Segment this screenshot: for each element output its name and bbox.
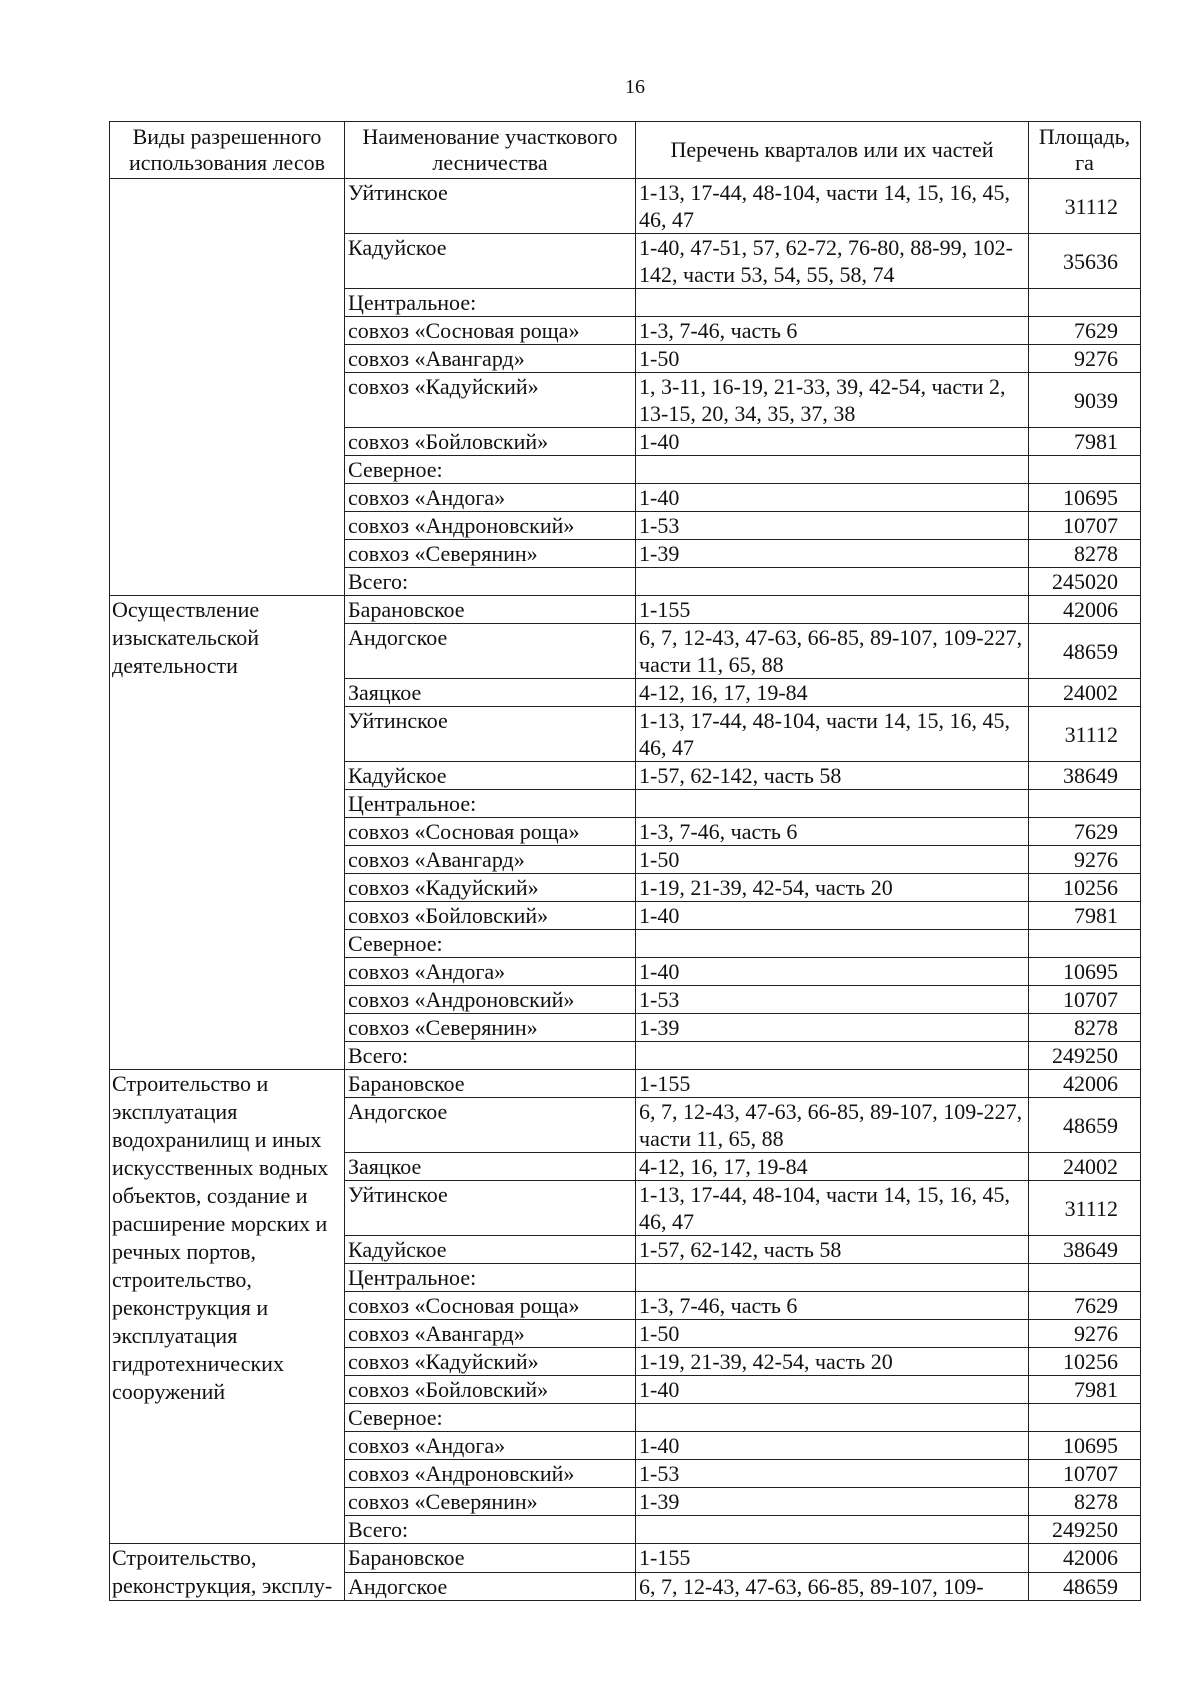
table-row xyxy=(110,1070,1141,1098)
forestry-name-cell: Кадуйское xyxy=(345,234,636,289)
area-cell: 10256 xyxy=(1029,874,1141,902)
area-cell: 245020 xyxy=(1029,568,1141,596)
quarters-cell: 1-53 xyxy=(636,512,1029,540)
quarters-cell xyxy=(636,289,1029,317)
quarters-cell: 4-12, 16, 17, 19-84 xyxy=(636,1153,1029,1181)
quarters-cell: 1-40 xyxy=(636,958,1029,986)
forestry-name-cell: Заяцкое xyxy=(345,679,636,707)
quarters-cell xyxy=(636,456,1029,484)
area-cell: 7629 xyxy=(1029,317,1141,345)
area-cell: 8278 xyxy=(1029,540,1141,568)
area-cell: 10707 xyxy=(1029,986,1141,1014)
quarters-cell: 1-155 xyxy=(636,1070,1029,1098)
header-area: Площадь, га xyxy=(1029,122,1141,179)
table-row xyxy=(110,596,1141,624)
area-cell: 7981 xyxy=(1029,1376,1141,1404)
area-cell: 8278 xyxy=(1029,1488,1141,1516)
quarters-cell: 1-40 xyxy=(636,428,1029,456)
forestry-name-cell: совхоз «Сосновая роща» xyxy=(345,1292,636,1320)
forestry-name-cell: Уйтинское xyxy=(345,707,636,762)
forestry-name-cell: Центральное: xyxy=(345,790,636,818)
area-cell: 249250 xyxy=(1029,1042,1141,1070)
area-cell: 7629 xyxy=(1029,1292,1141,1320)
forestry-name-cell: Барановское xyxy=(345,1544,636,1573)
area-cell xyxy=(1029,289,1141,317)
quarters-cell: 1-155 xyxy=(636,596,1029,624)
forestry-name-cell: Барановское xyxy=(345,1070,636,1098)
use-type-cell: Строительство, реконструкция, эксплу- xyxy=(110,1544,345,1601)
quarters-cell: 1-3, 7-46, часть 6 xyxy=(636,818,1029,846)
quarters-cell: 1-40, 47-51, 57, 62-72, 76-80, 88-99, 102-142, части 53, 54, 55, 58, 74 xyxy=(636,234,1029,289)
forestry-name-cell: совхоз «Андога» xyxy=(345,484,636,512)
forestry-name-cell: совхоз «Андроновский» xyxy=(345,986,636,1014)
quarters-cell: 4-12, 16, 17, 19-84 xyxy=(636,679,1029,707)
forestry-name-cell: совхоз «Кадуйский» xyxy=(345,373,636,428)
area-cell: 48659 xyxy=(1029,624,1141,679)
forestry-name-cell: совхоз «Бойловский» xyxy=(345,1376,636,1404)
forestry-name-cell: Всего: xyxy=(345,568,636,596)
quarters-cell: 1-53 xyxy=(636,986,1029,1014)
quarters-cell: 1-19, 21-39, 42-54, часть 20 xyxy=(636,1348,1029,1376)
quarters-cell: 1-3, 7-46, часть 6 xyxy=(636,317,1029,345)
table-row xyxy=(110,179,1141,234)
quarters-cell: 1-57, 62-142, часть 58 xyxy=(636,762,1029,790)
quarters-cell: 1-39 xyxy=(636,1014,1029,1042)
forestry-name-cell: совхоз «Северянин» xyxy=(345,1014,636,1042)
quarters-cell: 1-40 xyxy=(636,484,1029,512)
forestry-name-cell: совхоз «Бойловский» xyxy=(345,428,636,456)
forestry-name-cell: совхоз «Андроновский» xyxy=(345,1460,636,1488)
forestry-name-cell: Всего: xyxy=(345,1516,636,1544)
area-cell: 8278 xyxy=(1029,1014,1141,1042)
quarters-cell xyxy=(636,1042,1029,1070)
area-cell: 7629 xyxy=(1029,818,1141,846)
area-cell: 10707 xyxy=(1029,1460,1141,1488)
header-forestry-name: Наименование участкового лесничества xyxy=(345,122,636,179)
table-body xyxy=(110,179,1141,1601)
forestry-name-cell: Андогское xyxy=(345,1572,636,1601)
forestry-name-cell: Андогское xyxy=(345,624,636,679)
area-cell: 9039 xyxy=(1029,373,1141,428)
forestry-name-cell: Кадуйское xyxy=(345,762,636,790)
area-cell: 249250 xyxy=(1029,1516,1141,1544)
quarters-cell: 1-13, 17-44, 48-104, части 14, 15, 16, 45, 46, 47 xyxy=(636,707,1029,762)
area-cell xyxy=(1029,790,1141,818)
forestry-name-cell: совхоз «Андога» xyxy=(345,958,636,986)
forestry-name-cell: Барановское xyxy=(345,596,636,624)
page-number: 16 xyxy=(625,76,645,98)
forestry-name-cell: Уйтинское xyxy=(345,1181,636,1236)
quarters-cell: 1-39 xyxy=(636,1488,1029,1516)
quarters-cell: 1-57, 62-142, часть 58 xyxy=(636,1236,1029,1264)
forestry-name-cell: совхоз «Сосновая роща» xyxy=(345,818,636,846)
area-cell: 10707 xyxy=(1029,512,1141,540)
forestry-name-cell: совхоз «Авангард» xyxy=(345,345,636,373)
forestry-name-cell: Заяцкое xyxy=(345,1153,636,1181)
forestry-name-cell: совхоз «Андроновский» xyxy=(345,512,636,540)
area-cell: 24002 xyxy=(1029,1153,1141,1181)
area-cell: 38649 xyxy=(1029,1236,1141,1264)
quarters-cell xyxy=(636,1264,1029,1292)
area-cell: 38649 xyxy=(1029,762,1141,790)
quarters-cell: 1-13, 17-44, 48-104, части 14, 15, 16, 45, 46, 47 xyxy=(636,179,1029,234)
quarters-cell: 1-13, 17-44, 48-104, части 14, 15, 16, 45, 46, 47 xyxy=(636,1181,1029,1236)
area-cell: 9276 xyxy=(1029,846,1141,874)
area-cell xyxy=(1029,1264,1141,1292)
forest-use-table xyxy=(109,121,1141,1601)
area-cell: 42006 xyxy=(1029,596,1141,624)
area-cell: 48659 xyxy=(1029,1098,1141,1153)
forestry-name-cell: Центральное: xyxy=(345,1264,636,1292)
area-cell xyxy=(1029,456,1141,484)
forestry-name-cell: совхоз «Северянин» xyxy=(345,1488,636,1516)
quarters-cell xyxy=(636,790,1029,818)
area-cell xyxy=(1029,1404,1141,1432)
area-cell: 35636 xyxy=(1029,234,1141,289)
quarters-cell: 6, 7, 12-43, 47-63, 66-85, 89-107, 109-227, части 11, 65, 88 xyxy=(636,624,1029,679)
quarters-cell: 1-50 xyxy=(636,846,1029,874)
quarters-cell xyxy=(636,568,1029,596)
forestry-name-cell: совхоз «Кадуйский» xyxy=(345,874,636,902)
quarters-cell: 1-50 xyxy=(636,345,1029,373)
use-type-cell: Осуществление изыскательской деятельности xyxy=(110,596,345,1070)
header-use-type: Виды разрешенного использования лесов xyxy=(110,122,345,179)
forestry-name-cell: Кадуйское xyxy=(345,1236,636,1264)
table-header xyxy=(110,122,1141,179)
forestry-name-cell: Центральное: xyxy=(345,289,636,317)
forestry-name-cell: Андогское xyxy=(345,1098,636,1153)
area-cell: 9276 xyxy=(1029,1320,1141,1348)
quarters-cell: 1-3, 7-46, часть 6 xyxy=(636,1292,1029,1320)
use-type-cell: Строительство и эксплуатация водохранилищ и иных искусственных водных объектов, создание и расширение морских и речных портов, строительство, реконструкция и эксплуатация гидротехнических сооружений xyxy=(110,1070,345,1544)
quarters-cell: 1-40 xyxy=(636,1432,1029,1460)
area-cell xyxy=(1029,930,1141,958)
forestry-name-cell: Северное: xyxy=(345,930,636,958)
area-cell: 31112 xyxy=(1029,707,1141,762)
forestry-name-cell: Всего: xyxy=(345,1042,636,1070)
forestry-name-cell: совхоз «Авангард» xyxy=(345,846,636,874)
area-cell: 31112 xyxy=(1029,179,1141,234)
forestry-name-cell: совхоз «Бойловский» xyxy=(345,902,636,930)
forestry-name-cell: совхоз «Авангард» xyxy=(345,1320,636,1348)
quarters-cell xyxy=(636,1516,1029,1544)
forestry-name-cell: совхоз «Андога» xyxy=(345,1432,636,1460)
area-cell: 42006 xyxy=(1029,1070,1141,1098)
forestry-name-cell: Северное: xyxy=(345,456,636,484)
header-quarters-list: Перечень кварталов или их частей xyxy=(636,122,1029,179)
area-cell: 42006 xyxy=(1029,1544,1141,1573)
quarters-cell: 6, 7, 12-43, 47-63, 66-85, 89-107, 109- xyxy=(636,1572,1029,1601)
area-cell: 7981 xyxy=(1029,428,1141,456)
quarters-cell xyxy=(636,930,1029,958)
quarters-cell: 1-40 xyxy=(636,902,1029,930)
area-cell: 24002 xyxy=(1029,679,1141,707)
area-cell: 7981 xyxy=(1029,902,1141,930)
forestry-name-cell: совхоз «Сосновая роща» xyxy=(345,317,636,345)
forestry-name-cell: совхоз «Кадуйский» xyxy=(345,1348,636,1376)
quarters-cell: 1, 3-11, 16-19, 21-33, 39, 42-54, части 2, 13-15, 20, 34, 35, 37, 38 xyxy=(636,373,1029,428)
quarters-cell: 1-50 xyxy=(636,1320,1029,1348)
area-cell: 10695 xyxy=(1029,1432,1141,1460)
quarters-cell: 1-40 xyxy=(636,1376,1029,1404)
area-cell: 31112 xyxy=(1029,1181,1141,1236)
area-cell: 9276 xyxy=(1029,345,1141,373)
quarters-cell: 1-53 xyxy=(636,1460,1029,1488)
forestry-name-cell: совхоз «Северянин» xyxy=(345,540,636,568)
use-type-cell xyxy=(110,179,345,596)
area-cell: 10256 xyxy=(1029,1348,1141,1376)
forestry-name-cell: Северное: xyxy=(345,1404,636,1432)
quarters-cell: 1-39 xyxy=(636,540,1029,568)
area-cell: 10695 xyxy=(1029,484,1141,512)
area-cell: 10695 xyxy=(1029,958,1141,986)
quarters-cell: 1-155 xyxy=(636,1544,1029,1573)
forestry-name-cell: Уйтинское xyxy=(345,179,636,234)
table-row xyxy=(110,1544,1141,1573)
quarters-cell: 6, 7, 12-43, 47-63, 66-85, 89-107, 109-227, части 11, 65, 88 xyxy=(636,1098,1029,1153)
quarters-cell xyxy=(636,1404,1029,1432)
area-cell: 48659 xyxy=(1029,1572,1141,1601)
quarters-cell: 1-19, 21-39, 42-54, часть 20 xyxy=(636,874,1029,902)
